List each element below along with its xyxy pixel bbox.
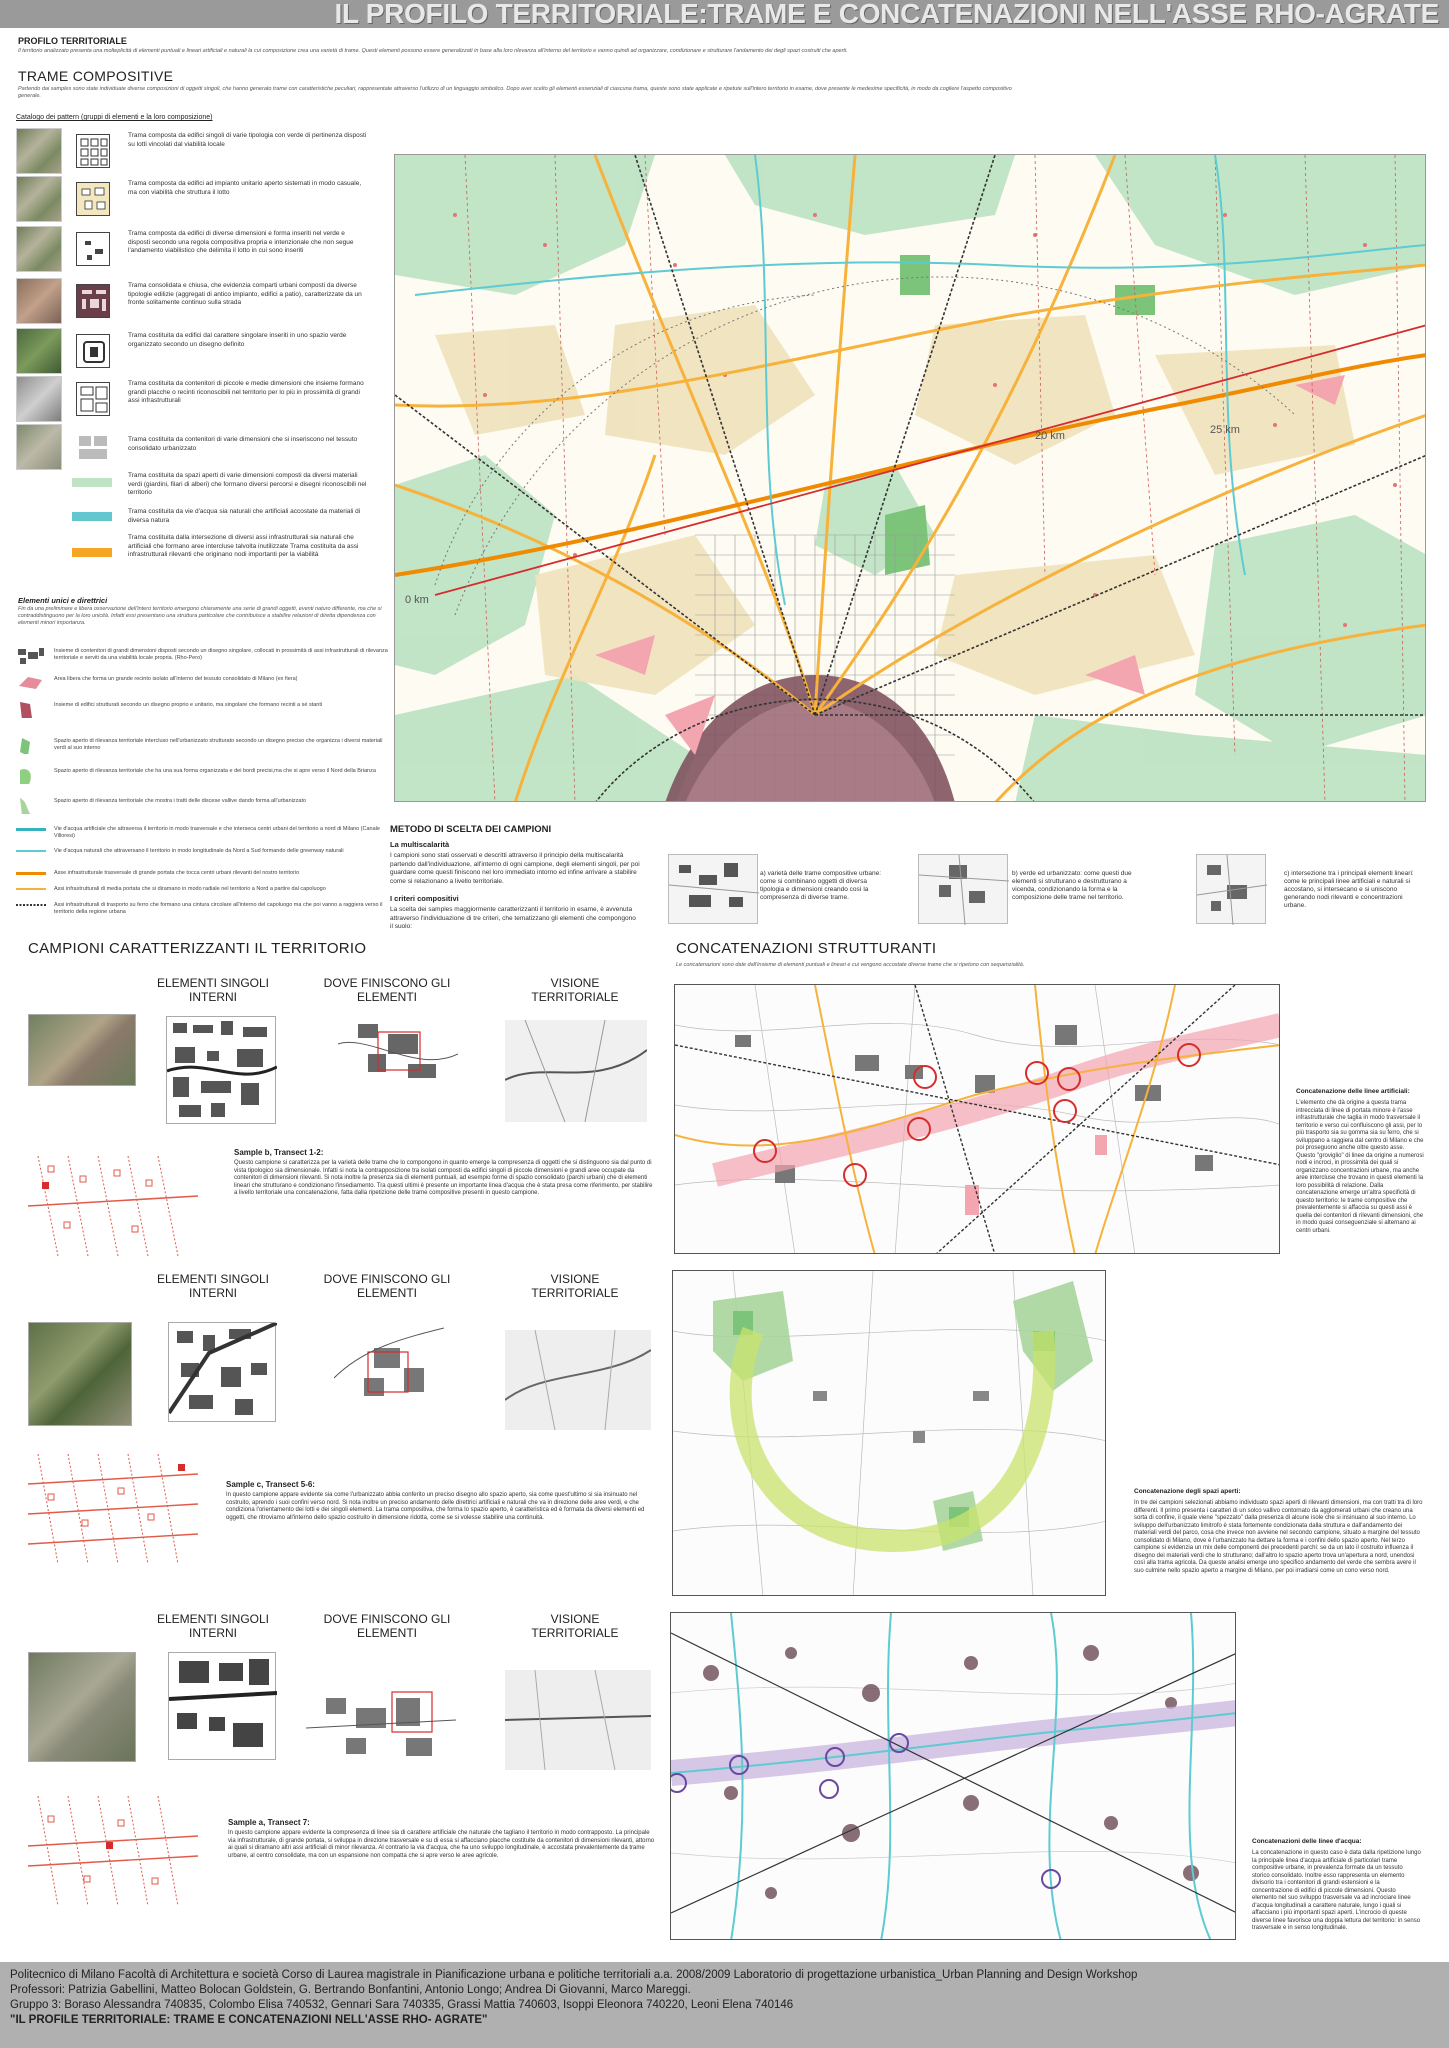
trame-heading: TRAME COMPOSITIVE — [18, 68, 174, 84]
footer-line-1: Politecnico di Milano Facoltà di Architettura e società Corso di Laurea magistrale in Pianificazione urbana e politiche territoriali a.a. 2008/2009 Laboratorio di progettazione urbanistica_Urban Planning and Design Workshop — [10, 1969, 1138, 1981]
element-text: Area libera che forma un grande recinto isolato all'interno del tessuto consolidato di Milano (ex fiera) — [54, 676, 298, 682]
river-line-icon — [16, 848, 46, 866]
col-head-visione: VISIONE TERRITORIALE — [531, 976, 619, 1004]
water-swatch — [72, 512, 112, 521]
element-row — [16, 674, 396, 696]
catalog-text: Trama costituita da contenitori di varie dimensioni che si inseriscono nel tessuto consolidato urbanizzato — [128, 436, 358, 452]
criterion-a-map — [668, 854, 758, 924]
map-label-0km: 0 km — [405, 594, 429, 606]
catalog-row — [16, 376, 386, 426]
criterion-c: c) intersezione tra i principali elementi lineari: come le principali linee artificiali e naturali si accostano, si intersecano e si uniscono generando nodi rilevanti e concentrazioni urbane. — [1284, 870, 1414, 909]
sample-a-edges — [306, 1668, 456, 1778]
pattern-icon — [76, 284, 110, 318]
metodo-sub1: La multiscalarità — [390, 840, 450, 849]
element-row — [16, 826, 396, 848]
catalog-text: Trama composta da edifici singoli di varie tipologia con verde di pertinenza disposti su lotti vincolati dal viabilità locale — [128, 132, 367, 148]
sample-b-edges — [338, 1014, 458, 1104]
catalog-row — [16, 328, 386, 378]
element-text: Spazio aperto di rilevanza territoriale intercluso nell'urbanizzato strutturato secondo un disegno preciso che organizza i diversi materiali verdi al suo interno — [54, 738, 383, 751]
warehouse-cluster-icon — [16, 646, 46, 664]
sample-b-territory — [505, 1020, 647, 1122]
map-label-20km: 20 km — [1035, 430, 1065, 442]
sample-b-aerial — [28, 1014, 136, 1086]
catalog-text: Trama costituita da edifici dal carattere singolare inseriti in uno spazio verde organizzato secondo un disegno definito — [128, 332, 347, 348]
swatch-text: Trama costituita dalla intersezione di diversi assi infrastrutturali sia naturali che artificiali che formano aree intercluse talvolta inutilizzate Trama costituita da assi infrastrutturali rilevanti che originano nodi importanti per la viabilità — [128, 534, 359, 558]
col-head-dove: DOVE FINISCONO GLI ELEMENTI — [323, 1612, 451, 1640]
sample-c-territory — [505, 1330, 651, 1430]
sample-c-title: Sample c, Transect 5-6: — [226, 1480, 315, 1489]
campioni-heading: CAMPIONI CARATTERIZZANTI IL TERRITORIO — [28, 940, 367, 957]
aerial-photo — [16, 278, 62, 324]
col-head-visione: VISIONE TERRITORIALE — [531, 1612, 619, 1640]
metodo-text2: La scelta dei samples maggiormente caratterizzanti il territorio in esame, è avvenuta attraverso l'individuazione di tre criteri, che tematizzano gli elementi che compongono il suolo: — [390, 906, 636, 930]
sample-c-text: In questo campione appare evidente sia come l'urbanizzato abbia conferito un preciso disegno allo spazio aperto, sia come quest'ultimo si sia insinuato nel costruito, aprendo i suoi confini verso nord. Si nota inoltre un preciso andamento delle direttrici artificiali e naturali che va in direzione delle aree verdi, e che condiziona l'orientamento dei lotti e dei singoli elementi. La trama compositiva, che forma lo spazio aperto, è caratteristica ed è formata da diversi elementi ed oggetti, che ritroviamo all'interno dello spazio costruito in dimensione ridotta, come se si volesse stabilire una continuità. — [226, 1492, 645, 1521]
sample-b-title: Sample b, Transect 1-2: — [234, 1148, 324, 1157]
concatenazioni-heading: CONCATENAZIONI STRUTTURANTI — [676, 940, 937, 957]
swatch-text: Trama costituita da vie d'acqua sia naturali che artificiali accostate da materiali di diversa natura — [128, 508, 361, 524]
metodo-sub2: I criteri compositivi — [390, 894, 459, 903]
footer-line-2: Professori: Patrizia Gabellini, Matteo Bolocan Goldstein, G. Bertrando Bonfantini, Antonio Longo; Andrea Di Giovanni, Marco Mareggi. — [10, 1984, 691, 1996]
catalog-row — [16, 176, 386, 226]
sample-a-text: In questo campione appare evidente la compresenza di linee sia di carattere artificiale che naturale che tagliano il territorio in modo contrapposto. La principale via infrastrutturale, di grande portata, si sviluppa in direzione trasversale e su di essa si affacciano placche costituite da contenitori di dimensioni rilevanti, attorno ai quali si diramano altri assi artificiali di minor rilevanza. Al contrario la via d'acqua, che ha uno sviluppo longitudinale, è accostata prevalentemente da trame urbane, al centro consolidate, ma con un espansione non compatta che si apre verso le aree agricole. — [228, 1830, 655, 1859]
element-row — [16, 736, 396, 758]
concat-artificial-title: Concatenazione delle linee artificiali: — [1296, 1088, 1410, 1095]
footer-line-4: "IL PROFILE TERRITORIALE: TRAME E CONCATENAZIONI NELL'ASSE RHO- AGRATE" — [10, 2014, 488, 2026]
sample-a-title: Sample a, Transect 7: — [228, 1818, 310, 1827]
pattern-icon — [76, 232, 110, 266]
col-head-dove: DOVE FINISCONO GLI ELEMENTI — [323, 976, 451, 1004]
element-text: Assi infrastrutturali di media portata che si diramano in modo radiale nel territorio a Nord a partire dal capoluogo — [54, 886, 326, 892]
swatch-text: Trama costituita da spazi aperti di varie dimensioni composti da diversi materiali verdi (giardini, filari di alberi) che formano diversi percorsi e disegni riconoscibili nel territorio — [128, 472, 367, 496]
pattern-icon — [76, 334, 110, 368]
canal-line-icon — [16, 826, 46, 844]
concat-open-title: Concatenazione degli spazi aperti: — [1134, 1488, 1241, 1495]
catalog-text: Trama composta da edifici ad impianto unitario aperto sistemati in modo casuale, ma con viabilità che struttura il lotto — [128, 180, 362, 196]
catalog-row — [16, 278, 386, 328]
concat-water-title: Concatenazioni delle linee d'acqua: — [1252, 1838, 1362, 1845]
aerial-photo — [16, 424, 62, 470]
element-text: Spazio aperto di rilevanza territoriale che mostra i tratti delle discese vallive dando forma all'urbanizzato — [54, 798, 307, 804]
open-space-icon — [16, 766, 46, 784]
poster-title: IL PROFILO TERRITORIALE:TRAME E CONCATENAZIONI NELL'ASSE RHO-AGRATE — [334, 0, 1439, 29]
element-text: Assi infrastrutturali di trasporto su ferro che formano una cintura circolare all'interno del capoluogo ma che poi vanno a raggiera verso il territorio della regione urbana — [54, 902, 383, 915]
element-text: Vie d'acqua naturali che attraversano il territorio in modo longitudinale da Nord a Sud formando delle greenway naturali — [54, 848, 344, 854]
sample-a-aerial — [28, 1652, 136, 1762]
profilo-intro: Il territorio analizzato presenta una molteplicità di elementi puntuali e lineari artificiali e naturali la cui composizione crea una varietà di trame. Questi elementi possono essere generalizzati in base alla loro rilevanza all'interno del territorio e vanno quindi ad organizzare, condizionare e strutturare l'andamento dei degli spazi costruiti che aperti. — [18, 48, 848, 54]
sample-a-transect — [28, 1786, 198, 1906]
pattern-icon — [76, 382, 110, 416]
criterion-c-map — [1196, 854, 1266, 924]
trame-intro: Partendo dai samples sono state individuate diverse composizioni di oggetti singoli, che hanno generato trame con caratteristiche peculiari, rappresentate attraverso l'utilizzo di un linguaggio simbolico. Dopo aver scelto gli elementi essenziali di ciascuna trama, queste sono state applicate e ripetute sull'intero territorio in esame, dove presente le medesime specificità, in modo da cogliere l'aspetto compositivo generale. — [18, 86, 1012, 99]
sample-c-transect — [28, 1444, 198, 1564]
pattern-icon — [76, 430, 110, 464]
col-head-elementi: ELEMENTI SINGOLI INTERNI — [156, 1612, 270, 1640]
elementi-heading: Elementi unici e direttrici — [18, 596, 108, 605]
enclosure-icon — [16, 700, 46, 718]
aerial-photo — [16, 176, 62, 222]
element-row — [16, 848, 396, 870]
elementi-intro: Fin da una preliminare e libera osservazione dell'intero territorio emergono chiaramente una serie di grandi oggetti, eventi naturo differente, ma che si contraddistinguono per la loro unicità. Infatti essi presentano una struttura particolare che contribuisce a stabilire relazioni di diretta dipendenza con elementi minori importanza. — [18, 606, 382, 626]
aerial-photo — [16, 128, 62, 174]
territorial-map — [394, 154, 1426, 802]
element-row — [16, 902, 396, 924]
infrastructure-swatch — [72, 548, 112, 557]
credits-footer — [0, 1962, 1449, 2048]
criterion-a: a) varietà delle trame compositive urbane: come si combinano oggetti di diversa tipologia e dimensioni creando così la compresenza di diverse trame. — [760, 870, 882, 901]
valley-icon — [16, 796, 46, 814]
open-spaces-map — [672, 1270, 1106, 1596]
sample-c-edges — [334, 1318, 444, 1428]
artificial-lines-map — [674, 984, 1280, 1254]
criterion-b-map — [918, 854, 1008, 924]
aerial-photo — [16, 226, 62, 272]
element-row — [16, 700, 396, 722]
sample-a-territory — [505, 1670, 651, 1770]
col-head-elementi: ELEMENTI SINGOLI INTERNI — [156, 976, 270, 1004]
element-text: Asse infrastrutturale trasversale di grande portata che tocca centri urbani rilevanti del nostro territorio — [54, 870, 300, 876]
map-label-25km: 25 km — [1210, 424, 1240, 436]
catalog-title: Catalogo dei pattern (gruppi di elementi e la loro composizione) — [16, 114, 213, 121]
catalog-text: Trama composta da edifici di diverse dimensioni e forma inseriti nel verde e disposti secondo una regola compositiva propria e intenzionale che non segue l'andamento viabilistico che delimita il lotto in cui sono inseriti — [128, 230, 354, 254]
element-row — [16, 646, 396, 668]
sample-b-elements — [166, 1016, 276, 1124]
concatenazioni-intro: Le concatenazioni sono date dall'insieme di elementi puntuali e lineari e cui vengono accostate diverse trame che si ripetono con sequenzialità. — [676, 962, 1025, 968]
element-row — [16, 796, 396, 818]
sample-b-transect — [28, 1136, 198, 1256]
catalog-text: Trama costituita da contenitori di piccole e medie dimensioni che insieme formano grandi placche o recinti riconoscibili nel territorio per lo più in prossimità di grandi assi infrastrutturali — [128, 380, 364, 404]
aerial-photo — [16, 328, 62, 374]
catalog-row — [16, 128, 386, 178]
col-head-visione: VISIONE TERRITORIALE — [531, 1272, 619, 1300]
pattern-icon — [76, 134, 110, 168]
element-row — [16, 766, 396, 788]
element-text: Spazio aperto di rilevanza territoriale che ha una sua forma organizzata e dei bordi precisi,ma che si apre verso il Nord della Brianza — [54, 768, 376, 774]
catalog-row — [16, 226, 386, 276]
col-head-dove: DOVE FINISCONO GLI ELEMENTI — [323, 1272, 451, 1300]
metodo-heading: METODO DI SCELTA DEI CAMPIONI — [390, 824, 552, 835]
fiera-area-icon — [16, 674, 46, 692]
concat-water-text: La concatenazione in questo caso è data dalla ripetizione lungo la principale linea d'acqua artificiale di particolari trame compositive urbane, in prevalenza formate da un tessuto storico consolidato. Inoltre esso rappresenta un elemento divisorio tra i contenitori di grandi estensioni e la concentrazione di edifici di piccole dimensioni. Questo elemento nel suo sviluppo trasversale va ad incrociare linee d'acqua longitudinali a carattere naturale, lungo i quali si affacciano i più importanti spazi aperti. L'incrocio di queste diverse linee favorisce una doppia lettura del territorio: in senso trasversale e in senso longitudinale. — [1252, 1850, 1421, 1931]
element-text: Insieme di contenitori di grandi dimensioni disposti secondo un disegno singolare, collocati in prossimità di assi infrastrutturali di rilevanza territoriale e serviti da una viabilità locale propria. (Rho-Pero) — [54, 648, 388, 661]
sample-b-text: Questo campione si caratterizza per la varietà delle trame che lo compongono in quanto emerge la compresenza di oggetti che si distinguono sia dal punto di vista tipologico sia dimensionale. Infatti si nota la contrapposizione tra isolati composti da edifici singoli di piccole dimensioni e grandi aree occupate da contenitori di dimensioni rilevanti. Si nota inoltre la presenza sia di elementi puntuali, ad esempio forme di spazio consolidato (parchi urbani) che di elementi lineari che strutturano e condizionano l'insediamento. Tra questi ultimi è presente un importante linea d'acqua che è stata presa come riferimento, per stabilire a livello territoriale una concatenazione, fatta dalla ripetizione delle trame compositive presenti in questo campione. — [234, 1160, 653, 1196]
col-head-elementi: ELEMENTI SINGOLI INTERNI — [156, 1272, 270, 1300]
concat-open-text: In tre dei campioni selezionati abbiamo individuato spazi aperti di rilevanti dimensioni, ma con tratti tra di loro differenti. Il primo presenta i caratteri di un solco vallivo contornato da agglomerati urbani che creano una sorta di confine, il quale viene "spezzato" dalla presenza di alcune isole che si insinuano al suo interno. Lo sviluppo dell'urbanizzato limitrofo è stata fortemente condizionata dalla struttura e dall'andamento dei materiali verdi del parco, cosa che invece non avviene nel secondo campione, situato a margine del tessuto consolidato di Milano, dove è l'urbanizzato ha dettare la forma e i confini dello spazio aperto. Nel terzo campione si evidenzia un mix delle componenti dei precedenti parchi: se da un lato il costruito influenza il disegno dei materiali verdi che lo strutturano; dall'altro lo spazio aperto trova un'apertura a nord, unendosi così alla trama agricola. Da queste analisi emerge uno specifico andamento del verde che sembra avere il suo culmine nello spazio aperto a margine di Milano, per poi irradiarsi come un cono verso nord. — [1134, 1500, 1423, 1574]
aerial-photo — [16, 376, 62, 422]
element-text: Vie d'acqua artificiale che attraversa il territorio in modo trasversale e che interseca centri urbani del territorio a nord di Milano (Canale Villoresi) — [54, 826, 380, 839]
urban-park-icon — [16, 736, 46, 754]
catalog-row — [16, 424, 386, 474]
criterion-b: b) verde ed urbanizzato: come questi due elementi si strutturano e destrutturano a vicenda, condizionando la forma e la composizione delle trame nel territorio. — [1012, 870, 1132, 901]
element-text: Insieme di edifici strutturati secondo un disegno proprio e unitario, ma singolare che formano recinti a sé stanti — [54, 702, 323, 708]
catalog-text: Trama consolidata e chiusa, che evidenzia comparti urbani composti da diverse tipologie edilizie (aggregati di antico impianto, edifici a patio), caratterizzate da un fronte solitamente continuo sulla strada — [128, 282, 362, 306]
concat-artificial-text: L'elemento che dà origine a questa trama intrecciata di linee di portata minore è l'asse infrastrutturale che taglia in modo trasversale il territorio e verso cui confluiscono gli assi, per lo più trasporto sia su gomma sia su ferro, che si sviluppano a raggiera dal centro di Milano e che poi proseguono anche oltre questo asse. Questo "groviglio" di linee da origine a numerosi nodi e incroci, in prossimità dei quali si organizzano concentrazioni urbane, ma anche aree intercluse che trovano in questi elementi la loro possibilità di relazione. Dalla concatenazione emerge un'altra specificità di questo territorio: le trame compositive che prevalentemente si affaccia su questi assi è quella dei contenitori di rilevanti dimensioni, che in modo quasi conseguenziale si alternano ai centri urbani. — [1296, 1100, 1424, 1234]
green-swatch — [72, 478, 112, 487]
water-lines-map — [670, 1612, 1236, 1940]
railway-icon — [16, 902, 46, 920]
profilo-heading: PROFILO TERRITORIALE — [18, 36, 127, 46]
footer-line-3: Gruppo 3: Boraso Alessandra 740835, Colombo Elisa 740532, Gennari Sara 740335, Grassi Mattia 740603, Isoppi Eleonora 740220, Leoni Elena 740146 — [10, 1999, 794, 2011]
pattern-icon — [76, 182, 110, 216]
metodo-text1: I campioni sono stati osservati e descritti attraverso il principio della multiscalarità partendo dall'individuazione, all'interno di ogni campione, degli elementi singoli, per poi guardare come questi finiscono nel loro immediato intorno ed infine arrivare a stabilire come si relazionano a livello territoriale. — [390, 852, 640, 885]
title-banner — [0, 0, 1449, 28]
sample-c-aerial — [28, 1322, 132, 1426]
sample-a-elements — [168, 1652, 276, 1760]
sample-c-elements — [168, 1322, 276, 1422]
